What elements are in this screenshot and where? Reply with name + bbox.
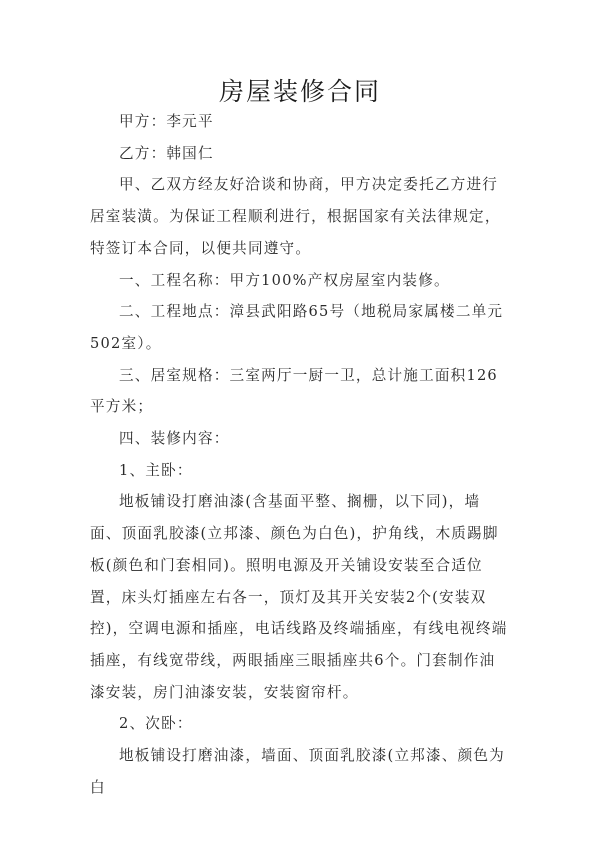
clause-decoration-content: 四、装修内容：: [119, 430, 230, 448]
section-second-bedroom-heading: 2、次卧：: [119, 715, 193, 733]
document-body: [90, 106, 511, 803]
document-title: 房屋装修合同: [218, 77, 381, 106]
section-master-bedroom-text: 地板铺设打磨油漆(含基面平整、搁栅，以下同)，墙面、顶面乳胶漆(立邦漆、颜色为白色)，护角线，木质踢脚板(颜色和门套相同)。照明电源及开关铺设安装至合适位置，床头灯插座左右各一，顶灯及其开关安装2个(安装双控)，空调电源和插座，电话线路及终端插座，有线电视终端插座，有线宽带线，两眼插座三眼插座共6个。门套制作油漆安装，房门油漆安装，安装窗帘杆。: [90, 493, 508, 701]
party-a-line: 甲方：李元平: [119, 113, 214, 130]
clause-project-location: 二、工程地点：漳县武阳路65号（地税局家属楼二单元502室）。: [90, 303, 504, 352]
section-master-bedroom-heading: 1、主卧：: [119, 461, 193, 479]
clause-room-spec: 三、居室规格：三室两厅一厨一卫，总计施工面积126 平方米；: [90, 366, 498, 416]
clause-project-name: 一、工程名称：甲方100%产权房屋室内装修。: [119, 271, 450, 289]
section-second-bedroom-text: 地板铺设打磨油漆，墙面、顶面乳胶漆(立邦漆、颜色为白: [90, 747, 505, 796]
preamble-paragraph: 甲、乙双方经友好洽谈和协商，甲方决定委托乙方进行居室装潢。为保证工程顺利进行，根据国家有关法律规定，特签订本合同，以便共同遵守。: [90, 176, 501, 257]
party-b-line: 乙方：韩国仁: [119, 144, 214, 162]
